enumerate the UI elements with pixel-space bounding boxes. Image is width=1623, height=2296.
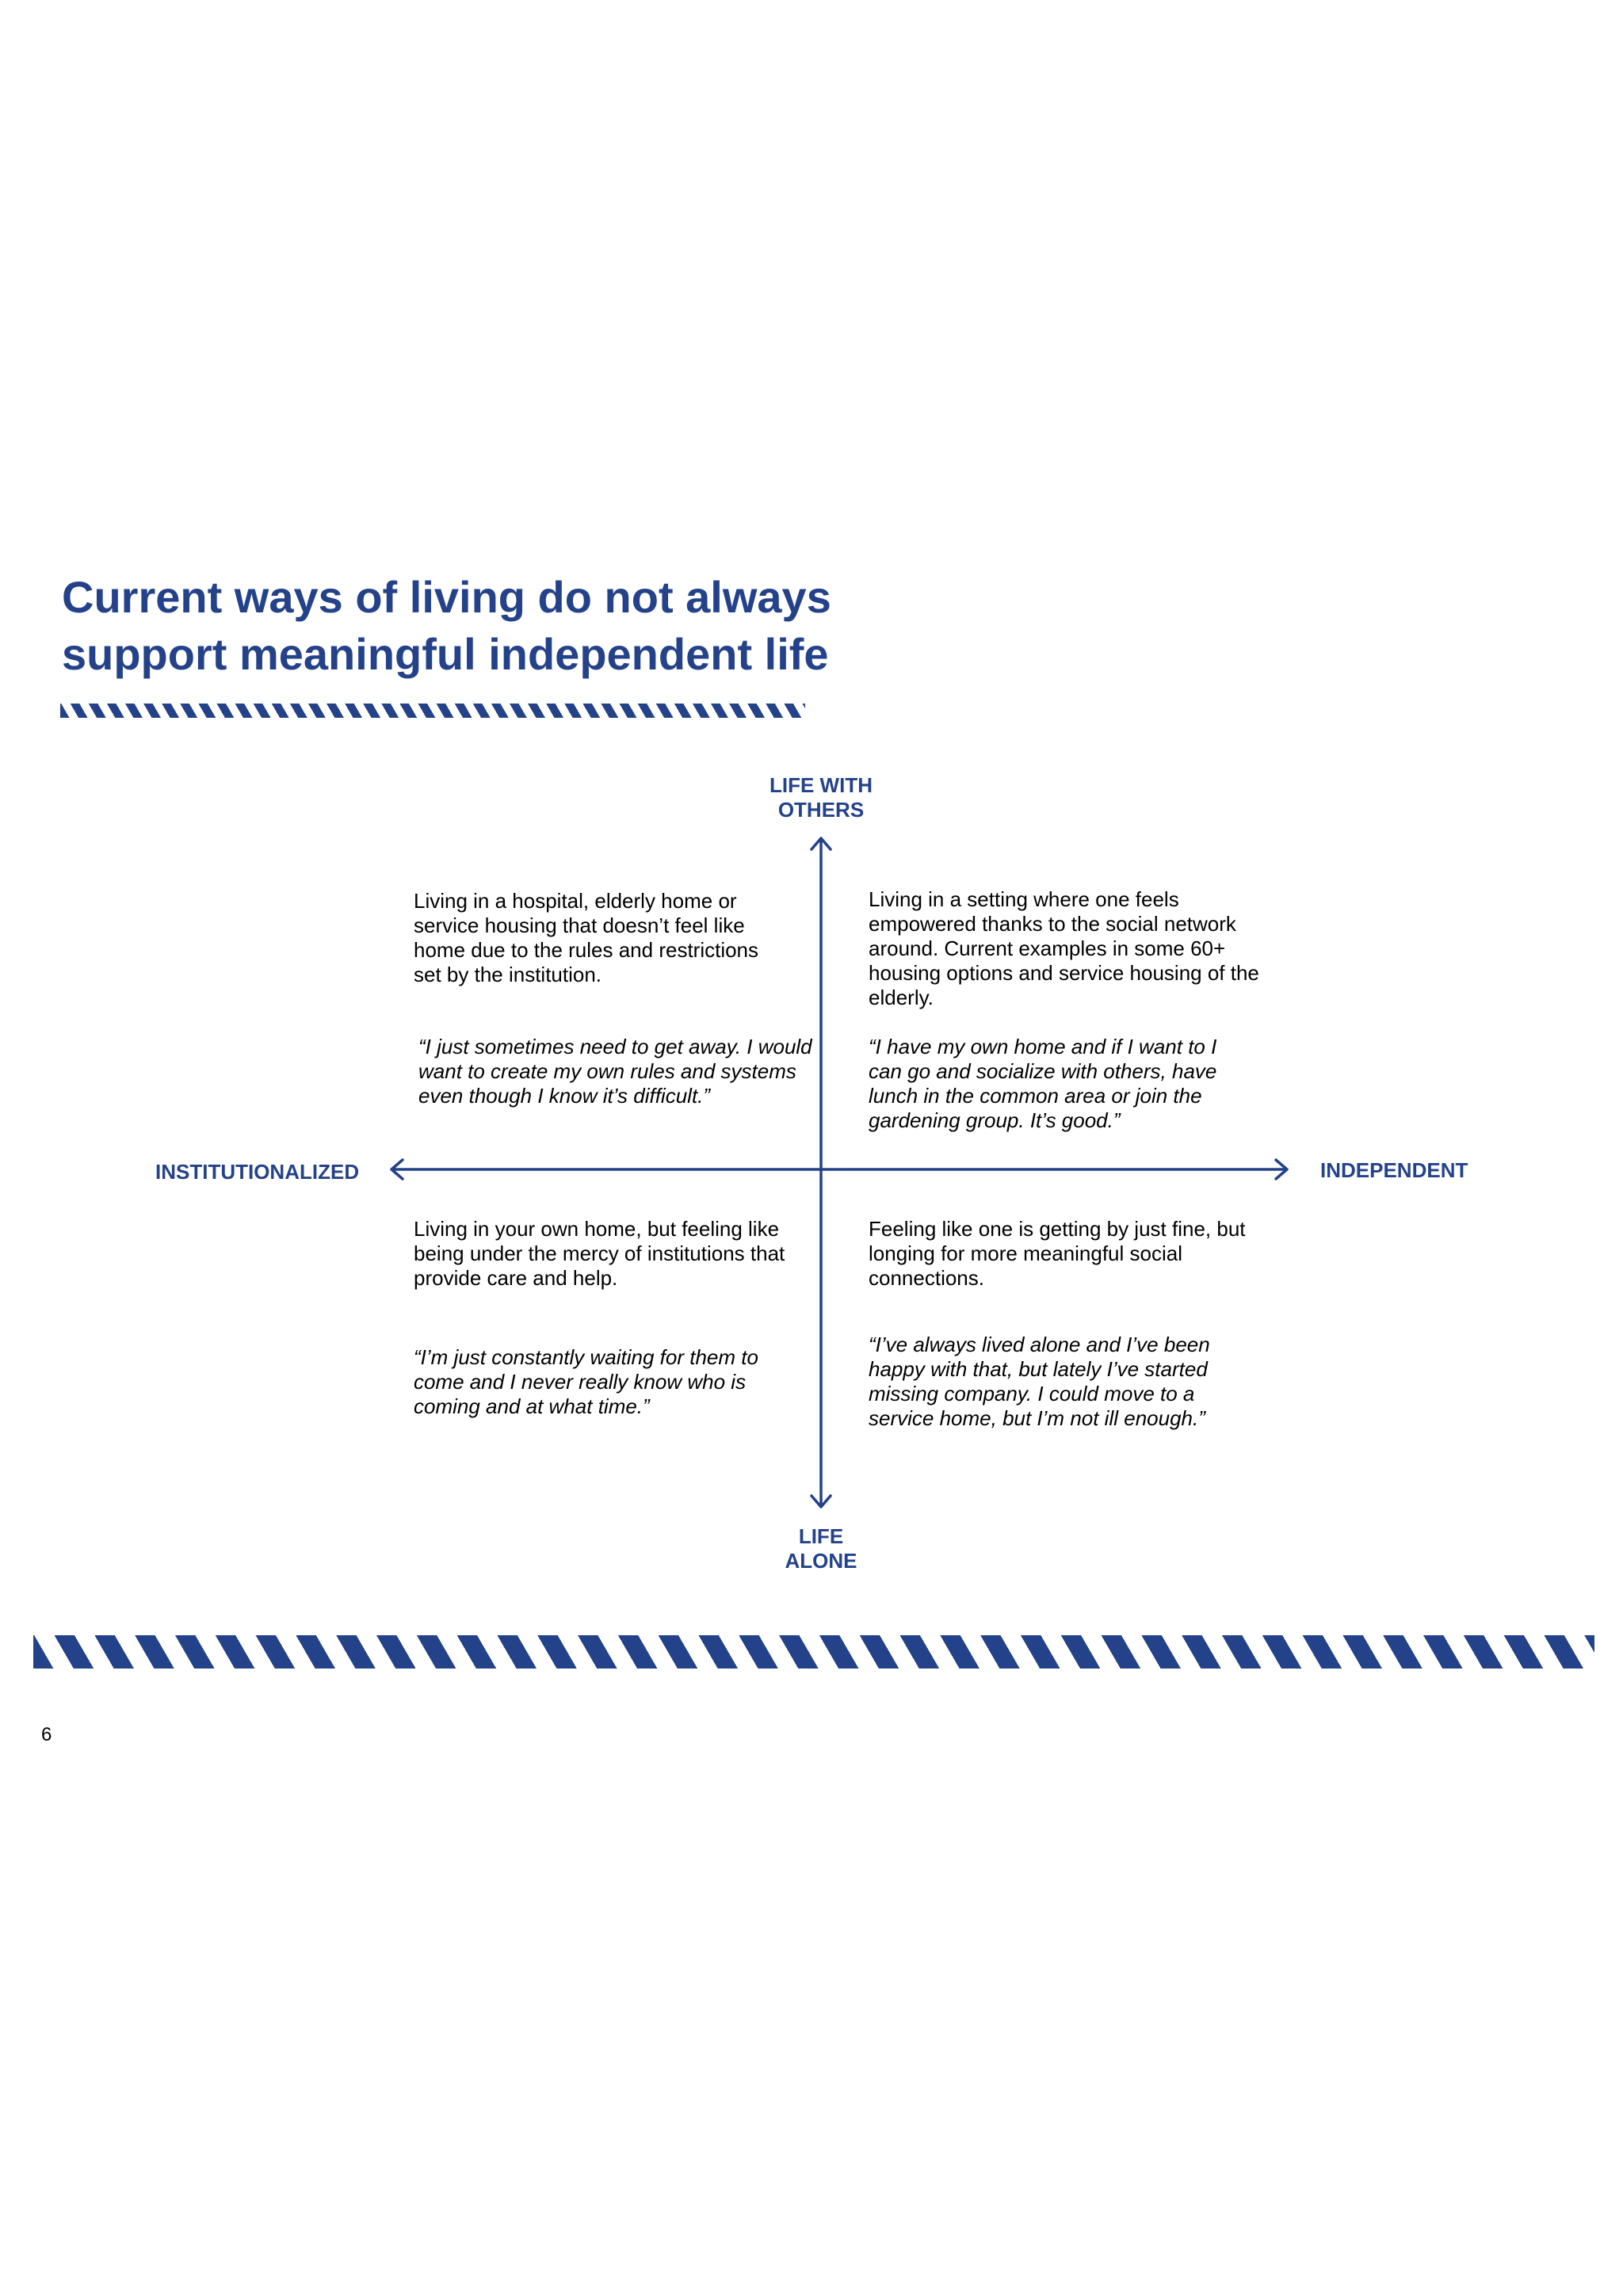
arrow-right-icon (1276, 1160, 1287, 1179)
axis-label-life-alone (742, 1524, 900, 1573)
axis-label-bottom-line-2: ALONE (785, 1549, 857, 1573)
arrow-down-icon (812, 1496, 831, 1507)
arrow-up-icon (812, 838, 831, 849)
axis-label-independent: INDEPENDENT (1320, 1158, 1468, 1182)
quadrant-bottom-right-quote: “I’ve always lived alone and I’ve been happy with that, but lately I’ve started missing company. I could move to a service home, but I’m not ill enough.” (869, 1333, 1210, 1430)
quadrant-top-right-quote: “I have my own home and if I want to I can go and socialize with others, have lunch in the common area or join the gardening group. It’s good.” (869, 1035, 1217, 1132)
bottom-stripe-divider (33, 1635, 1594, 1669)
axis-label-top-line-2: OTHERS (777, 798, 865, 822)
quadrant-bottom-left-quote: “I’m just constantly waiting for them to come and I never really know who is coming and at what time.” (414, 1345, 758, 1418)
axis-label-institutionalized: INSTITUTIONALIZED (155, 1160, 360, 1184)
axis-label-top-line-1: LIFE WITH (769, 773, 873, 797)
axis-label-life-with-others (742, 773, 900, 822)
quadrant-bottom-left-description: Living in your own home, but feeling like being under the mercy of institutions that provide care and help. (414, 1217, 785, 1290)
page-title (62, 569, 1013, 683)
title-stripe-divider (60, 704, 805, 718)
page-title-line-1: Current ways of living do not always (62, 572, 831, 622)
quadrant-bottom-right-description: Feeling like one is getting by just fine, but longing for more meaningful social connections. (869, 1217, 1246, 1290)
page-title-line-2: support meaningful independent life (62, 629, 829, 679)
axis-label-bottom-line-1: LIFE (798, 1524, 844, 1548)
page-number: 6 (41, 1724, 52, 1745)
quadrant-top-left-description: Living in a hospital, elderly home or service housing that doesn’t feel like home due to the rules and restrictions set by the institution. (414, 889, 759, 986)
quadrant-top-right-description: Living in a setting where one feels empowered thanks to the social network around. Current examples in some 60+ housing options and service housing of the elderly. (869, 887, 1259, 1009)
quadrant-top-left-quote: “I just sometimes need to get away. I would want to create my own rules and systems even though I know it’s difficult.” (418, 1035, 812, 1108)
arrow-left-icon (391, 1160, 403, 1179)
